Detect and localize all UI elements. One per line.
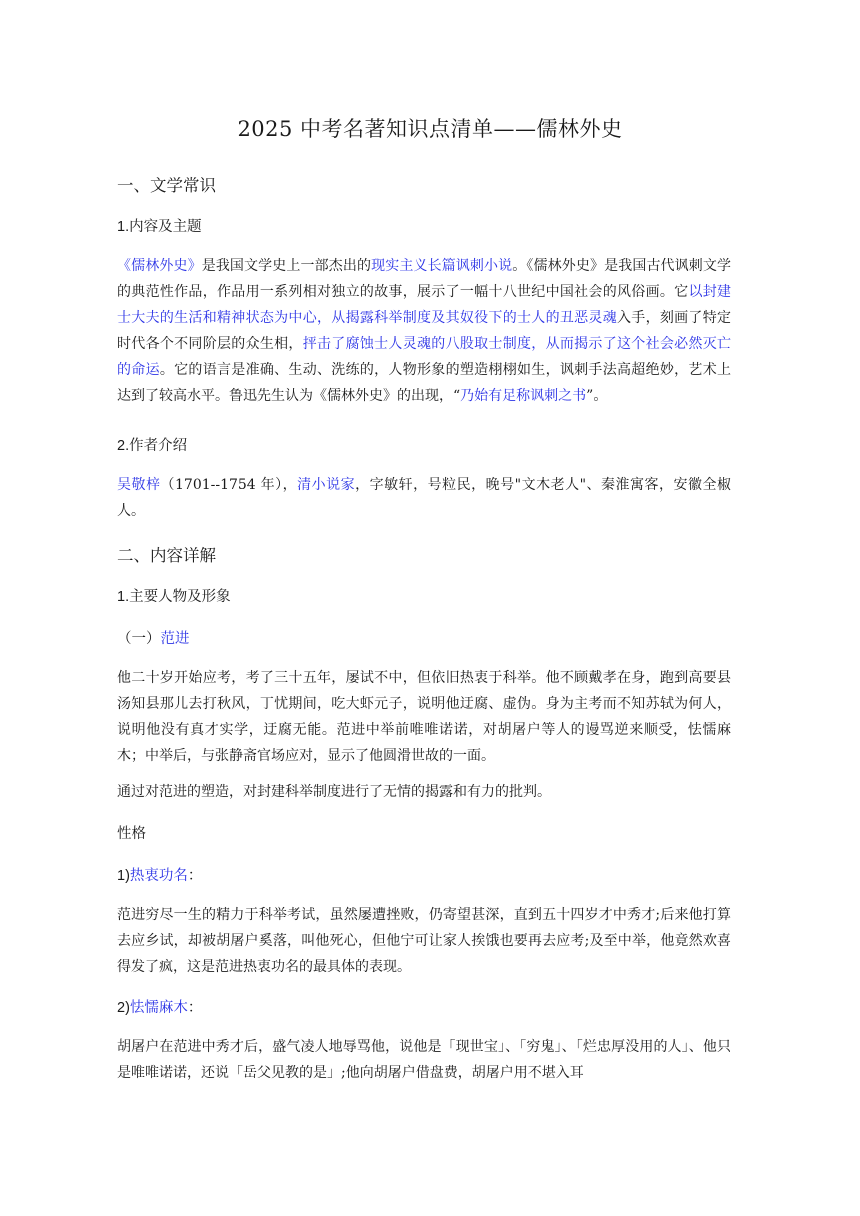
subheading-label: 内容及主题 bbox=[129, 219, 202, 235]
character-label: 性格 bbox=[117, 826, 146, 842]
trait-number: 1) bbox=[117, 868, 130, 884]
paragraph-content-theme bbox=[117, 253, 731, 409]
body-text: （1701--1754 年）， bbox=[160, 477, 298, 493]
paragraph-fanjin-description: 他二十岁开始应考，考了三十五年，屡试不中，但依旧热衷于科举。他不顾戴孝在身，跑到高要县汤知县那儿去打秋风，丁忧期间，吃大虾元子，说明他迂腐、虚伪。身为主考而不知苏轼为何人，说明他没有真才实学，迂腐无能。范进中举前唯唯诺诺，对胡屠户等人的谩骂逆来顺受，怯懦麻木；中举后，与张静斋官场应对，显示了他圆滑世故的一面。 bbox=[117, 670, 731, 764]
trait-colon: ： bbox=[187, 868, 203, 884]
subheading-number: 2. bbox=[117, 438, 130, 454]
body-text: ”。 bbox=[586, 388, 608, 404]
section-heading-literary-knowledge: 一、文学常识 bbox=[117, 176, 216, 195]
person-name: 范进 bbox=[160, 631, 190, 647]
body-text: ，字敏轩，号粒民，晚号"文木老人"、秦淮寓客，安徽全椒人。 bbox=[117, 477, 732, 519]
paragraph-fanjin-summary: 通过对范进的塑造，对封建科举制度进行了无情的揭露和有力的批判。 bbox=[117, 784, 551, 800]
subheading-number: 1. bbox=[117, 219, 130, 235]
trait-heading-timid-numb bbox=[117, 996, 202, 1017]
highlight-text: 《儒林外史》 bbox=[117, 258, 202, 274]
subheading-author bbox=[117, 434, 187, 455]
trait-heading-eager-for-fame bbox=[117, 864, 202, 885]
highlight-text: 清小说家 bbox=[297, 477, 356, 493]
subheading-number: 1. bbox=[117, 589, 130, 605]
subheading-label: 作者介绍 bbox=[129, 438, 188, 454]
trait-number: 2) bbox=[117, 1000, 130, 1016]
subheading-content-theme bbox=[117, 215, 202, 236]
trait-name: 热衷功名 bbox=[129, 868, 188, 884]
highlight-text: 吴敬梓 bbox=[117, 477, 161, 493]
subheading-label: 主要人物及形象 bbox=[129, 589, 231, 605]
highlight-text: 以封建士大夫的生活和精神状态为中心，从揭露科举制度及其奴役下的士人的丑恶灵魂 bbox=[117, 284, 732, 326]
paragraph-author bbox=[117, 472, 731, 524]
body-text: 是我国文学史上一部杰出的 bbox=[201, 258, 372, 274]
section-heading-content-details: 二、内容详解 bbox=[117, 546, 216, 565]
subheading-main-characters bbox=[117, 585, 231, 606]
body-text: 入手，刻画了特定时代各个不同阶层的众生相， bbox=[117, 310, 731, 352]
trait-name: 怯懦麻木 bbox=[129, 1000, 188, 1016]
person-heading-fanjin bbox=[117, 627, 190, 648]
document-title: 2025 中考名著知识点清单——儒林外史 bbox=[237, 117, 623, 141]
trait-colon: ： bbox=[187, 1000, 203, 1016]
highlight-text: 抨击了腐蚀士人灵魂的八股取士制度，从而揭示了这个社会必然灭亡的命运 bbox=[117, 336, 732, 378]
highlight-text: 现实主义长篇讽刺小说 bbox=[371, 258, 513, 274]
body-text: 。它的语言是准确、生动、洗练的，人物形象的塑造栩栩如生，讽刺手法高超绝妙，艺术上达到了较高水平。鲁迅先生认为《儒林外史》的出现，“ bbox=[117, 362, 731, 404]
person-prefix: （一） bbox=[117, 631, 161, 647]
highlight-text: 乃始有足称讽刺之书 bbox=[460, 388, 587, 404]
paragraph-trait-eager-for-fame: 范进穷尽一生的精力于科举考试，虽然屡遭挫败，仍寄望甚深，直到五十四岁才中秀才;后来他打算去应乡试，却被胡屠户奚落，叫他死心，但他宁可让家人挨饿也要再去应考;及至中举，他竟然欢喜得发了疯，这是范进热衷功名的最具体的表现。 bbox=[117, 907, 731, 975]
body-text: 。《儒林外史》是我国古代讽刺文学的典范性作品，作品用一系列相对独立的故事，展示了一幅十八世纪中国社会的风俗画。它 bbox=[117, 258, 732, 300]
paragraph-trait-timid-numb: 胡屠户在范进中秀才后，盛气凌人地辱骂他，说他是「现世宝」、「穷鬼」、「烂忠厚没用的人」、他只是唯唯诺诺，还说「岳父见教的是」;他向胡屠户借盘费，胡屠户用不堪入耳 bbox=[117, 1039, 731, 1081]
